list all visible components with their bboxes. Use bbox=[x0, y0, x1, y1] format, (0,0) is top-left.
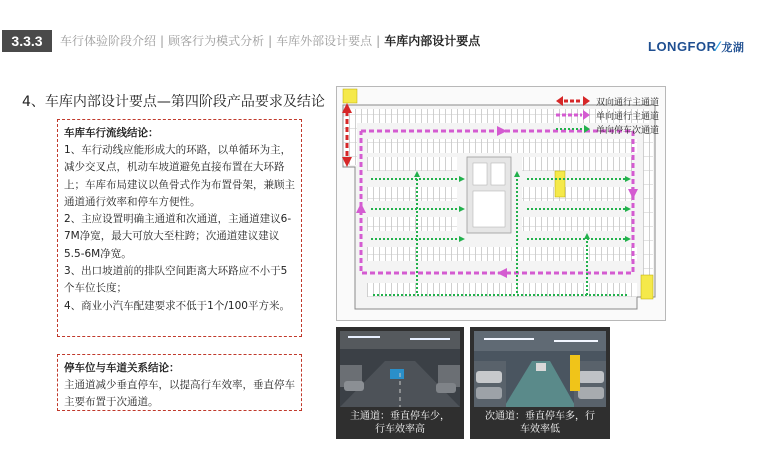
parking-relation-box bbox=[57, 354, 302, 411]
breadcrumb-separator: | bbox=[160, 34, 165, 48]
logo-text: LONGFOR bbox=[648, 39, 717, 54]
breadcrumb-item-2[interactable]: 顾客行为模式分析 bbox=[168, 34, 265, 48]
breadcrumb bbox=[60, 32, 480, 50]
breadcrumb-item-3[interactable]: 车库外部设计要点 bbox=[276, 34, 373, 48]
dotted-arrow-icon bbox=[556, 124, 590, 134]
legend-label-single-main: 单向通行主通道 bbox=[596, 111, 660, 122]
breadcrumb-item-current: 车库内部设计要点 bbox=[384, 34, 481, 48]
conclusion-paragraph-3: 3、出口坡道前的排队空间距离大环路应不小于5个车位长度； bbox=[64, 265, 288, 295]
logo-cn-text: 龙湖 bbox=[721, 42, 745, 54]
flow-conclusion-box bbox=[57, 119, 302, 337]
section-number-badge: 3.3.3 bbox=[2, 30, 52, 52]
plan-legend bbox=[556, 94, 668, 136]
header bbox=[0, 0, 760, 70]
parking-relation-text: 主通道减少垂直停车，以提高行车效率，垂直停车主要布置于次通道。 bbox=[64, 379, 295, 409]
conclusion-paragraph-2: 2、主应设置明确主通道和次通道，主通道建议6-7M净宽，最大可放大至柱跨；次通道建议建议5.5-6M净宽。 bbox=[64, 213, 292, 260]
legend-label-double-main: 双向通行主通道 bbox=[596, 97, 660, 108]
longfor-logo bbox=[648, 38, 744, 55]
breadcrumb-item-1[interactable]: 车行体验阶段介绍 bbox=[60, 34, 157, 48]
legend-item-secondary bbox=[556, 122, 668, 136]
photo-main-aisle-caption: 主通道：垂直停车少， 行车效率高 bbox=[350, 411, 450, 435]
legend-item-single-main bbox=[556, 108, 668, 122]
flow-conclusion-title: 车库车行流线结论： bbox=[64, 127, 159, 139]
photo-secondary-aisle-caption: 次通道：垂直停车多，行 车效率低 bbox=[485, 411, 595, 435]
double-arrow-icon bbox=[556, 96, 590, 106]
main-aisle-photo bbox=[340, 331, 460, 407]
breadcrumb-separator: | bbox=[268, 34, 273, 48]
photo-secondary-aisle bbox=[470, 327, 610, 439]
secondary-aisle-photo bbox=[474, 331, 606, 407]
legend-label-secondary: 单向停车次通道 bbox=[596, 125, 660, 136]
conclusion-paragraph-1: 1、车行动线应能形成大的环路，以单循环为主，减少交叉点，机动车坡道避免直接布置在大环路上；车库布局建议以鱼骨式作为布置骨架，兼顾主通道通行效率和停车方便性。 bbox=[64, 144, 295, 208]
breadcrumb-separator: | bbox=[376, 34, 381, 48]
photo-main-aisle bbox=[336, 327, 464, 439]
legend-item-double-main bbox=[556, 94, 668, 108]
page-title: 4、车库内部设计要点—第四阶段产品要求及结论 bbox=[22, 94, 325, 110]
logo-mark-icon: ⁄ bbox=[716, 38, 720, 54]
conclusion-paragraph-4: 4、商业小汽车配建要求不低于1个/100平方米。 bbox=[64, 299, 290, 312]
parking-relation-title: 停车位与车道关系结论： bbox=[64, 362, 180, 374]
single-arrow-icon bbox=[556, 110, 590, 120]
